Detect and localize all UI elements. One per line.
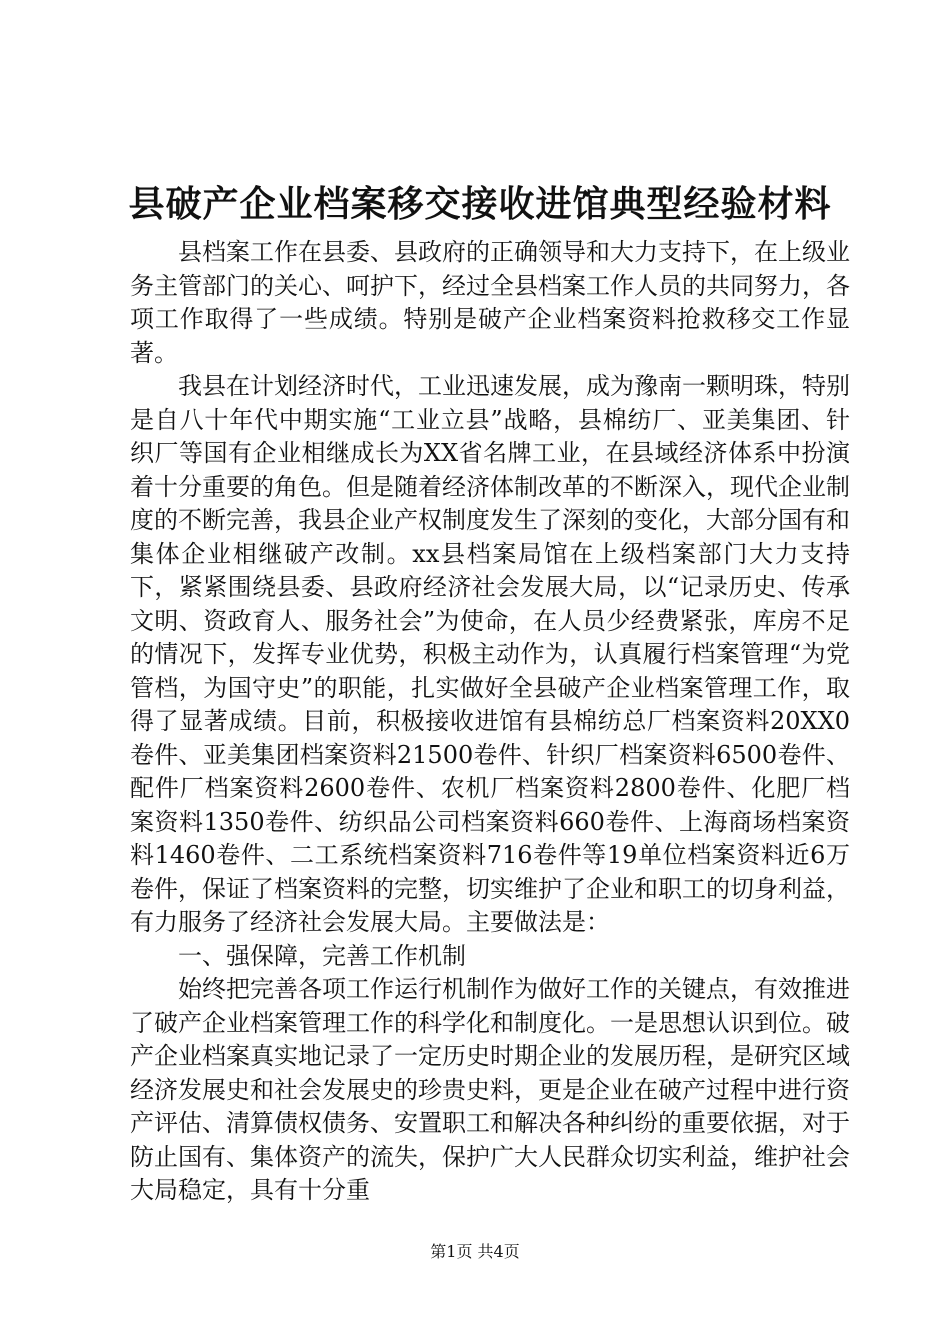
- paragraph-section-1: 始终把完善各项工作运行机制作为做好工作的关键点，有效推进了破产企业档案管理工作的科学化和制度化。一是思想认识到位。破产企业档案真实地记录了一定历史时期企业的发展历程，是研究区域经济发展史和社会发展史的珍贵史料，更是企业在破产过程中进行资产评估、清算债权债务、安置职工和解决各种纠纷的重要依据，对于防止国有、集体资产的流失，保护广大人民群众切实利益，维护社会大局稳定，具有十分重: [130, 975, 850, 1204]
- document-title: 县破产企业档案移交接收进馆典型经验材料: [128, 183, 832, 225]
- section-heading-1: 一、强保障，完善工作机制: [178, 941, 466, 970]
- paragraph-intro: 县档案工作在县委、县政府的正确领导和大力支持下，在上级业务主管部门的关心、呵护下，经过全县档案工作人员的共同努力，各项工作取得了一些成绩。特别是破产企业档案资料抢救移交工作显著。: [130, 238, 850, 367]
- page-footer: 第1页 共4页: [430, 1242, 520, 1261]
- paragraph-background: 我县在计划经济时代，工业迅速发展，成为豫南一颗明珠，特别是自八十年代中期实施“工业立县”战略，县棉纺厂、亚美集团、针织厂等国有企业相继成长为XX省名牌工业，在县域经济体系中扮演着十分重要的角色。但是随着经济体制改革的不断深入，现代企业制度的不断完善，我县企业产权制度发生了深刻的变化，大部分国有和集体企业相继破产改制。xx县档案局馆在上级档案部门大力支持下，紧紧围绕县委、县政府经济社会发展大局，以“记录历史、传承文明、资政育人、服务社会”为使命，在人员少经费紧张，库房不足的情况下，发挥专业优势，积极主动作为，认真履行档案管理“为党管档，为国守史”的职能，扎实做好全县破产企业档案管理工作，取得了显著成绩。目前，积极接收进馆有县棉纺总厂档案资料20XX0卷件、亚美集团档案资料21500卷件、针织厂档案资料6500卷件、配件厂档案资料2600卷件、农机厂档案资料2800卷件、化肥厂档案资料1350卷件、纺织品公司档案资料660卷件、上海商场档案资料1460卷件、二工系统档案资料716卷件等19单位档案资料近6万卷件，保证了档案资料的完整，切实维护了企业和职工的切身利益，有力服务了经济社会发展大局。主要做法是：: [130, 372, 850, 936]
- document-body: [130, 236, 850, 1208]
